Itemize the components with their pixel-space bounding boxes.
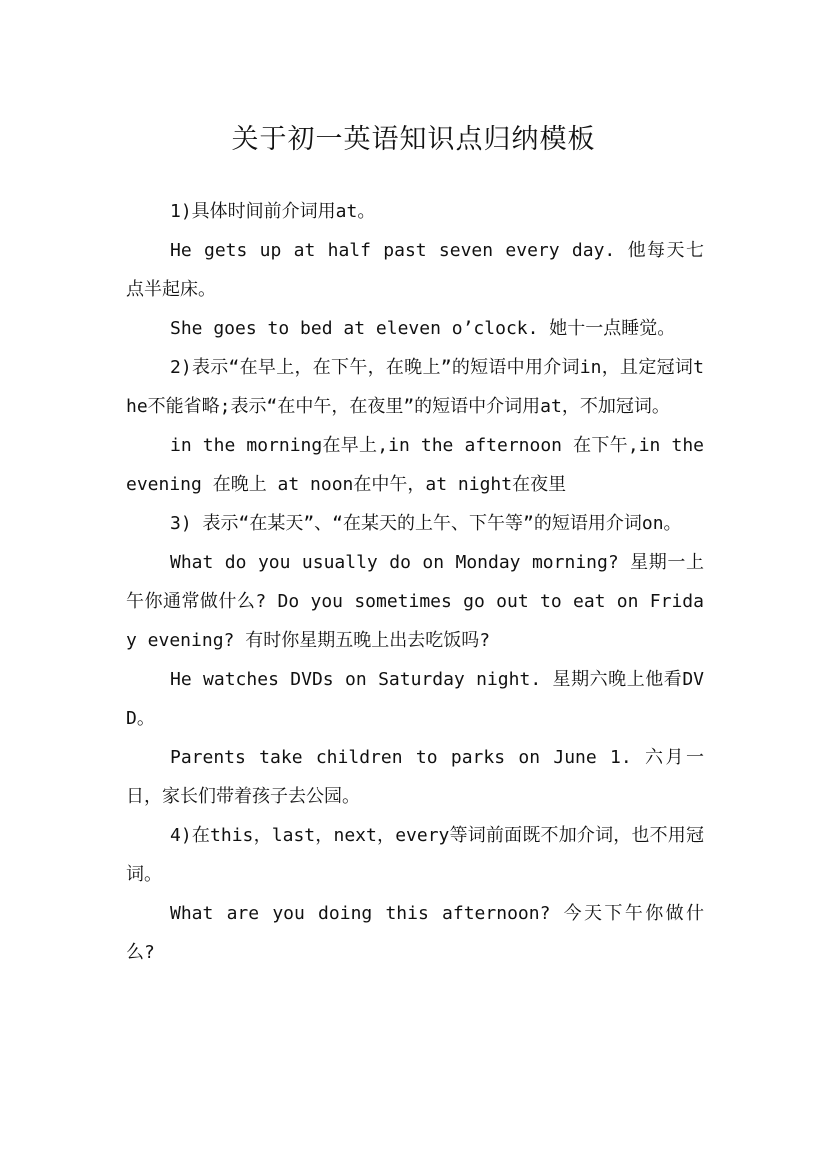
paragraph-specific-day-rule: 3) 表示“在某天”、“在某天的上午、下午等”的短语用介词on。 xyxy=(170,513,682,534)
paragraph-example-monday-friday: What do you usually do on Monday morning? 星期一上午你通常做什么? Do you sometimes go out to eat on Friday evening? 有时你星期五晚上出去吃饭吗? xyxy=(126,552,704,651)
paragraph-this-last-next-rule: 4)在this，last，next，every等词前面既不加介词，也不用冠词。 xyxy=(126,825,704,885)
document-body xyxy=(126,192,704,972)
paragraph-example-this-afternoon: What are you doing this afternoon? 今天下午你做什么? xyxy=(126,903,704,963)
document-title: 关于初一英语知识点归纳模板 xyxy=(231,124,596,156)
paragraph-time-preposition-rule: 1)具体时间前介词用at。 xyxy=(170,201,376,222)
paragraph-day-period-rule: 2)表示“在早上，在下午，在晚上”的短语中用介词in，且定冠词the不能省略;表示“在中午，在夜里”的短语中介词用at，不加冠词。 xyxy=(126,357,704,417)
paragraph-day-period-examples: in the morning在早上,in the afternoon 在下午,in the evening 在晚上 at noon在中午，at night在夜里 xyxy=(126,435,704,495)
paragraph-example-gets-up: He gets up at half past seven every day. 他每天七点半起床。 xyxy=(126,240,704,300)
paragraph-example-saturday-night: He watches DVDs on Saturday night. 星期六晚上他看DVD。 xyxy=(126,669,704,729)
paragraph-example-goes-to-bed: She goes to bed at eleven o’clock. 她十一点睡觉。 xyxy=(170,318,676,339)
paragraph-example-june-1: Parents take children to parks on June 1. 六月一日，家长们带着孩子去公园。 xyxy=(126,747,704,807)
